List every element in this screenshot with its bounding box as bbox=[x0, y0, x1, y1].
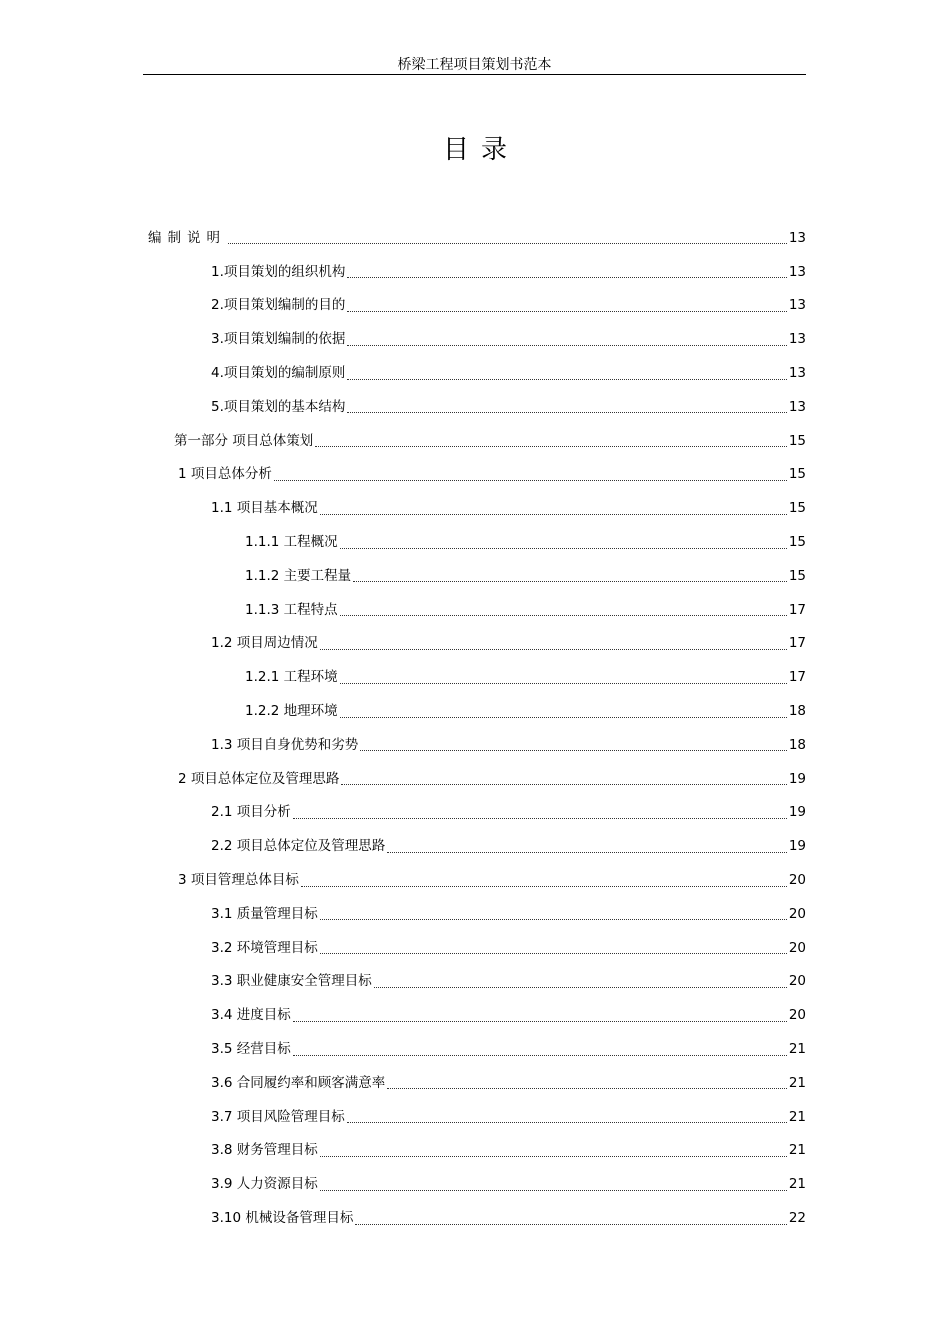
toc-entry[interactable] bbox=[0, 965, 950, 999]
toc-entry-label: 1.2.1 工程环境 bbox=[245, 669, 338, 686]
toc-page-number: 17 bbox=[788, 669, 806, 686]
toc-dot-leader bbox=[293, 1021, 787, 1022]
toc-entry[interactable] bbox=[0, 627, 950, 661]
toc-dot-leader bbox=[353, 581, 787, 582]
toc-entry-label: 4.项目策划的编制原则 bbox=[211, 365, 346, 382]
toc-entry-label: 3.3 职业健康安全管理目标 bbox=[211, 973, 372, 990]
toc-page-number: 13 bbox=[788, 297, 806, 314]
toc-entry[interactable] bbox=[0, 796, 950, 830]
toc-entry-label: 3.7 项目风险管理目标 bbox=[211, 1108, 345, 1125]
toc-entry[interactable] bbox=[0, 289, 950, 323]
toc-entry-label: 1.1.3 工程特点 bbox=[245, 601, 338, 618]
toc-entry-label: 2.2 项目总体定位及管理思路 bbox=[211, 838, 386, 855]
toc-dot-leader bbox=[347, 1122, 787, 1123]
toc-dot-leader bbox=[320, 649, 787, 650]
toc-dot-leader bbox=[340, 683, 787, 684]
toc-entry[interactable] bbox=[0, 1100, 950, 1134]
toc-page-number: 20 bbox=[788, 1007, 806, 1024]
toc-entry-label: 3.6 合同履约率和顾客满意率 bbox=[211, 1074, 386, 1091]
toc-entry[interactable] bbox=[0, 255, 950, 289]
toc-entry[interactable] bbox=[0, 931, 950, 965]
toc-entry-label: 第一部分 项目总体策划 bbox=[174, 432, 314, 449]
toc-page-number: 18 bbox=[788, 703, 806, 720]
toc-entry[interactable] bbox=[0, 356, 950, 390]
toc-entry[interactable] bbox=[0, 593, 950, 627]
toc-entry[interactable] bbox=[0, 1032, 950, 1066]
table-of-contents bbox=[0, 221, 950, 1235]
toc-page-number: 15 bbox=[788, 534, 806, 551]
toc-dot-leader bbox=[347, 311, 786, 312]
toc-entry-label: 3.项目策划编制的依据 bbox=[211, 331, 346, 348]
toc-entry-label: 3.5 经营目标 bbox=[211, 1041, 291, 1058]
toc-page-number: 15 bbox=[788, 567, 806, 584]
toc-dot-leader bbox=[355, 1224, 786, 1225]
toc-entry-label: 3.2 环境管理目标 bbox=[211, 939, 318, 956]
toc-entry[interactable] bbox=[0, 863, 950, 897]
toc-entry-label: 1 项目总体分析 bbox=[178, 466, 272, 483]
toc-page-number: 20 bbox=[788, 872, 806, 889]
toc-entry-label: 2 项目总体定位及管理思路 bbox=[178, 770, 340, 787]
toc-entry-label: 2.项目策划编制的目的 bbox=[211, 297, 346, 314]
toc-dot-leader bbox=[340, 615, 787, 616]
toc-dot-leader bbox=[341, 784, 786, 785]
toc-page-number: 13 bbox=[788, 331, 806, 348]
toc-entry[interactable] bbox=[0, 1134, 950, 1168]
toc-page-number: 15 bbox=[788, 432, 806, 449]
toc-entry-label: 编制说明 bbox=[148, 229, 226, 246]
toc-dot-leader bbox=[347, 277, 786, 278]
toc-entry-label: 3 项目管理总体目标 bbox=[178, 872, 299, 889]
toc-entry[interactable] bbox=[0, 829, 950, 863]
toc-entry[interactable] bbox=[0, 1066, 950, 1100]
toc-dot-leader bbox=[320, 1190, 787, 1191]
toc-dot-leader bbox=[387, 1088, 787, 1089]
toc-entry-label: 1.2.2 地理环境 bbox=[245, 703, 338, 720]
toc-page-number: 15 bbox=[788, 500, 806, 517]
toc-dot-leader bbox=[274, 480, 787, 481]
toc-page-number: 21 bbox=[788, 1041, 806, 1058]
toc-dot-leader bbox=[293, 1055, 787, 1056]
toc-page-number: 13 bbox=[788, 398, 806, 415]
header-rule bbox=[143, 74, 806, 75]
toc-page-number: 18 bbox=[788, 736, 806, 753]
toc-entry[interactable] bbox=[0, 660, 950, 694]
toc-dot-leader bbox=[228, 243, 787, 244]
toc-dot-leader bbox=[320, 514, 787, 515]
toc-entry[interactable] bbox=[0, 1167, 950, 1201]
toc-page-number: 19 bbox=[788, 838, 806, 855]
toc-dot-leader bbox=[301, 886, 787, 887]
toc-title: 目录 bbox=[442, 135, 519, 165]
toc-entry[interactable] bbox=[0, 525, 950, 559]
toc-entry-label: 3.8 财务管理目标 bbox=[211, 1142, 318, 1159]
toc-entry-label: 3.10 机械设备管理目标 bbox=[211, 1210, 354, 1226]
toc-entry-label: 3.9 人力资源目标 bbox=[211, 1176, 318, 1193]
toc-page-number: 19 bbox=[788, 804, 806, 821]
toc-entry[interactable] bbox=[0, 1201, 950, 1235]
toc-entry[interactable] bbox=[0, 998, 950, 1032]
toc-entry[interactable] bbox=[0, 221, 950, 255]
toc-page-number: 21 bbox=[788, 1074, 806, 1091]
toc-dot-leader bbox=[340, 548, 787, 549]
toc-entry-label: 1.1.2 主要工程量 bbox=[245, 567, 352, 584]
toc-dot-leader bbox=[320, 919, 787, 920]
toc-dot-leader bbox=[387, 852, 787, 853]
toc-entry[interactable] bbox=[0, 491, 950, 525]
toc-page-number: 17 bbox=[788, 601, 806, 618]
toc-page-number: 20 bbox=[788, 939, 806, 956]
toc-dot-leader bbox=[347, 345, 786, 346]
toc-page-number: 13 bbox=[788, 365, 806, 382]
toc-entry[interactable] bbox=[0, 424, 950, 458]
toc-page-number: 17 bbox=[788, 635, 806, 652]
toc-entry[interactable] bbox=[0, 390, 950, 424]
toc-page-number: 13 bbox=[788, 263, 806, 280]
toc-entry-label: 3.4 进度目标 bbox=[211, 1007, 291, 1024]
toc-dot-leader bbox=[293, 818, 787, 819]
toc-dot-leader bbox=[374, 987, 787, 988]
toc-dot-leader bbox=[320, 1156, 787, 1157]
toc-dot-leader bbox=[315, 446, 787, 447]
toc-page-number: 20 bbox=[788, 973, 806, 990]
toc-dot-leader bbox=[360, 750, 787, 751]
toc-entry[interactable] bbox=[0, 897, 950, 931]
toc-page-number: 13 bbox=[788, 229, 806, 246]
toc-entry[interactable] bbox=[0, 728, 950, 762]
toc-page-number: 21 bbox=[788, 1142, 806, 1159]
toc-page-number: 19 bbox=[788, 770, 806, 787]
toc-page-number: 21 bbox=[788, 1176, 806, 1193]
page-header: 桥梁工程项目策划书范本 bbox=[397, 57, 552, 73]
toc-entry-label: 1.3 项目自身优势和劣势 bbox=[211, 736, 359, 753]
toc-entry[interactable] bbox=[0, 559, 950, 593]
toc-entry[interactable] bbox=[0, 458, 950, 492]
toc-dot-leader bbox=[347, 412, 786, 413]
toc-dot-leader bbox=[347, 379, 786, 380]
toc-entry[interactable] bbox=[0, 762, 950, 796]
toc-page-number: 22 bbox=[788, 1210, 806, 1226]
toc-page-number: 21 bbox=[788, 1108, 806, 1125]
toc-entry-label: 3.1 质量管理目标 bbox=[211, 905, 318, 922]
toc-entry-label: 1.1 项目基本概况 bbox=[211, 500, 318, 517]
toc-page-number: 15 bbox=[788, 466, 806, 483]
toc-entry-label: 1.1.1 工程概况 bbox=[245, 534, 338, 551]
toc-entry-label: 1.2 项目周边情况 bbox=[211, 635, 318, 652]
toc-entry-label: 5.项目策划的基本结构 bbox=[211, 398, 346, 415]
toc-entry[interactable] bbox=[0, 694, 950, 728]
toc-page-number: 20 bbox=[788, 905, 806, 922]
toc-entry-label: 2.1 项目分析 bbox=[211, 804, 291, 821]
toc-dot-leader bbox=[340, 717, 787, 718]
toc-dot-leader bbox=[320, 953, 787, 954]
toc-entry[interactable] bbox=[0, 322, 950, 356]
toc-entry-label: 1.项目策划的组织机构 bbox=[211, 263, 346, 280]
